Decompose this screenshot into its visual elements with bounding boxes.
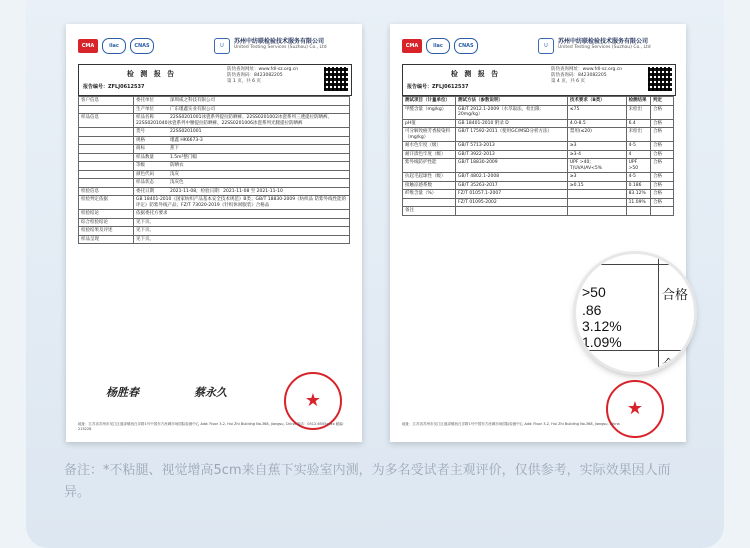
cert-logos bbox=[78, 38, 154, 54]
ilac-logo: ilac bbox=[102, 38, 126, 54]
meta-line: 第 4 页，共 6 页 bbox=[551, 79, 585, 84]
row-header: 检验结果及评述 bbox=[79, 227, 134, 236]
row-header bbox=[79, 179, 134, 188]
field-key: 委托单位 bbox=[136, 98, 154, 103]
report-header-box bbox=[78, 64, 352, 96]
cma-logo: CMA bbox=[402, 39, 422, 53]
row-content bbox=[134, 170, 350, 179]
row-header bbox=[79, 170, 134, 179]
field-value: 见下页。 bbox=[136, 228, 154, 233]
table-cell: 合格 bbox=[651, 128, 674, 142]
field-value: 防晒衣 bbox=[170, 163, 184, 168]
field-value: GB 18401-2010《国家纺织产品基本安全技术规范》B类；GB/T 18830-2009《纺织品 防紫外线性能的评定》防紫外线产品；FZ/T 73020-2019《针织休闲服装》合格品 bbox=[136, 197, 347, 208]
field-key: 规格 bbox=[136, 137, 145, 143]
row-content bbox=[134, 145, 350, 154]
magnified-value: 3.12% bbox=[582, 318, 622, 334]
report-meta bbox=[227, 67, 309, 85]
row-header bbox=[79, 136, 134, 145]
table-cell: UPF >40; T(UVA)AV<5% bbox=[567, 159, 626, 173]
table-row bbox=[79, 170, 350, 179]
table-row bbox=[79, 179, 350, 188]
meta-line: 防伪查询码：8423082205 bbox=[227, 73, 283, 78]
row-content bbox=[134, 153, 350, 162]
report-title: 检 测 报 告 bbox=[450, 70, 501, 78]
report-page-1 bbox=[66, 24, 362, 442]
field-value: 广东瑾鑫实业有限公司 bbox=[170, 106, 215, 112]
table-row bbox=[403, 173, 674, 182]
cma-logo: CMA bbox=[78, 39, 98, 53]
table-cell: 耐汗渍色牢度（级） bbox=[403, 150, 456, 159]
field-key: 等级 bbox=[136, 163, 145, 168]
table-cell: 4 bbox=[626, 150, 650, 159]
row-content bbox=[134, 196, 350, 210]
field-value: 见下页。 bbox=[136, 219, 154, 225]
field-value: 见下页。 bbox=[136, 236, 154, 242]
table-row bbox=[79, 187, 350, 196]
table-row bbox=[79, 235, 350, 244]
row-header: 客户信息 bbox=[79, 97, 134, 106]
org-name-cn: 苏州中纺联检验技术服务有限公司 bbox=[234, 38, 325, 45]
column-header: 测试方法（参数说明） bbox=[456, 97, 568, 106]
row-content bbox=[134, 114, 350, 128]
field-value: 蕉下 bbox=[170, 146, 179, 151]
table-row bbox=[403, 207, 674, 216]
table-cell: 耐水色牢度（级） bbox=[403, 142, 456, 151]
row-header: 检验信息 bbox=[79, 187, 134, 196]
table-cell: 合格 bbox=[651, 181, 674, 190]
table-cell bbox=[567, 207, 626, 216]
table-cell: 接触凉感系数 bbox=[403, 181, 456, 190]
table-header-row bbox=[403, 97, 674, 106]
table-cell: ≥3 bbox=[567, 173, 626, 182]
field-key: 颜色代码 bbox=[136, 171, 154, 177]
magnified-column-divider bbox=[658, 254, 659, 372]
row-header bbox=[79, 145, 134, 154]
table-row bbox=[403, 159, 674, 173]
org-name-en: United Testing Services (Suzhou) Co., Ltd bbox=[234, 45, 327, 50]
table-cell bbox=[456, 207, 568, 216]
table-row bbox=[403, 142, 674, 151]
row-header bbox=[79, 128, 134, 137]
cnas-logo: CNAS bbox=[454, 38, 478, 54]
table-cell: UPF >50 bbox=[626, 159, 650, 173]
field-value: 22SS0201001冰瓷系列提拉防晒裤、22SS0201002冰瓷系列三透提拉防晒裤、22SS0201040冰瓷系列中腰提拉防晒裤、22SS0201006冰瓷系列光腿提拉防晒裤 bbox=[136, 115, 332, 126]
report-footer: 地址：江苏省苏州市吴江区盛泽镇西白洋路1号中国东方丝绸市场国际检测中心 Add: Floor 3-2, Hui Zhi Building No.368, Jiangsu, China bbox=[402, 422, 620, 426]
table-cell: ≤75 bbox=[567, 105, 626, 119]
table-row bbox=[79, 105, 350, 114]
field-key: 样品名称 bbox=[136, 115, 154, 120]
row-content bbox=[134, 210, 350, 219]
qr-code bbox=[648, 67, 672, 91]
table-row bbox=[403, 105, 674, 119]
table-cell: FZ/T 01095-2002 bbox=[456, 198, 568, 207]
table-cell: 4-5 bbox=[626, 173, 650, 182]
row-header: 样品呈现 bbox=[79, 235, 134, 244]
meta-line: 防伪查询码：8423082205 bbox=[551, 73, 607, 78]
table-row bbox=[403, 119, 674, 128]
field-key: 委托日期 bbox=[136, 188, 154, 194]
table-cell bbox=[567, 198, 626, 207]
table-cell: GB/T 2912.1-2009（水萃取法，检出限：20mg/kg） bbox=[456, 105, 568, 119]
table-cell: GB/T 5713-2013 bbox=[456, 142, 568, 151]
table-row bbox=[403, 150, 674, 159]
table-row bbox=[403, 128, 674, 142]
column-header: 检测结果 bbox=[626, 97, 650, 106]
test-results-table bbox=[402, 96, 674, 216]
field-value: 浅灰 bbox=[170, 171, 179, 177]
report-meta bbox=[551, 67, 633, 85]
row-content bbox=[134, 162, 350, 171]
table-cell: 4-5 bbox=[626, 142, 650, 151]
star-icon: ★ bbox=[626, 398, 644, 419]
official-seal bbox=[606, 380, 664, 438]
org-name-cn: 苏州中纺联检验技术服务有限公司 bbox=[558, 38, 649, 45]
table-cell: 83.12% bbox=[626, 190, 650, 199]
table-row bbox=[79, 218, 350, 227]
disclaimer-note: 备注：*不粘腿、视觉增高5cm来自蕉下实验室内测，为多名受试者主观评价，仅供参考，实际效果因人而异。 bbox=[64, 463, 671, 500]
org-header bbox=[538, 38, 651, 54]
table-cell: 合格 bbox=[651, 198, 674, 207]
table-row bbox=[79, 128, 350, 137]
magnified-result: 合格 bbox=[662, 358, 689, 372]
meta-line: 防伪查询网址：www.fdl-sz.org.cn bbox=[551, 67, 623, 72]
column-header: 判定 bbox=[651, 97, 674, 106]
table-row bbox=[79, 136, 350, 145]
report-info-table bbox=[78, 96, 350, 244]
table-row bbox=[79, 227, 350, 236]
report-page-4 bbox=[390, 24, 689, 442]
row-content bbox=[134, 187, 350, 196]
table-cell: 抗起毛起球性（级） bbox=[403, 173, 456, 182]
field-value: 浅灰色 bbox=[170, 180, 184, 185]
field-key: 样品状态 bbox=[136, 180, 154, 185]
table-cell: GB/T 4802.1-2008 bbox=[456, 173, 568, 182]
table-cell: 4.0-8.5 bbox=[567, 119, 626, 128]
table-cell: FZ/T 01057.1-2007 bbox=[456, 190, 568, 199]
magnified-result: 合格 bbox=[662, 288, 689, 303]
cert-logos bbox=[402, 38, 478, 54]
table-cell: ≥3 bbox=[567, 142, 626, 151]
field-value: 深圳威之科技有限公司 bbox=[170, 98, 215, 103]
row-header: 检验结论 bbox=[79, 210, 134, 219]
meta-line: 防伪查询网址：www.fdl-sz.org.cn bbox=[227, 67, 299, 72]
field-value: 瑾鑫 HK6673-3 bbox=[170, 137, 203, 143]
column-header: 技术要求（B类） bbox=[567, 97, 626, 106]
table-row bbox=[79, 196, 350, 210]
report-title: 检 测 报 告 bbox=[126, 70, 177, 78]
field-value: 1.5m²整门幅 bbox=[170, 154, 197, 160]
table-row bbox=[403, 198, 674, 207]
row-content bbox=[134, 105, 350, 114]
field-key: 商标 bbox=[136, 146, 145, 151]
table-cell: pH值 bbox=[403, 119, 456, 128]
row-content bbox=[134, 128, 350, 137]
magnified-value: 1.09% bbox=[582, 334, 622, 350]
table-cell: 合格 bbox=[651, 150, 674, 159]
row-header: 样品信息 bbox=[79, 114, 134, 128]
row-content bbox=[134, 97, 350, 106]
qr-code bbox=[324, 67, 348, 91]
table-cell: GB 18401-2010 附录 D bbox=[456, 119, 568, 128]
table-cell: 可分解致癌芳香胺染料（mg/kg） bbox=[403, 128, 456, 142]
star-icon: ★ bbox=[304, 390, 322, 411]
field-key: 生产单位 bbox=[136, 106, 154, 112]
report-footer: 地址：江苏省苏州市吴江区盛泽镇西白洋路1号中国东方丝绸市场国际检测中心 Add: Floor 3-2, Hui Zhi Building No.368, Jiangsu, China 电话：0512-6555xxxx 邮编：215228 bbox=[78, 422, 347, 431]
table-cell: GB/T 18830-2009 bbox=[456, 159, 568, 173]
table-cell: 6.4 bbox=[626, 119, 650, 128]
table-cell: 禁用(≤20) bbox=[567, 128, 626, 142]
field-value: 2021-11-08，检验日期：2021-11-08 至 2021-11-10 bbox=[170, 188, 283, 194]
field-key: 样品数量 bbox=[136, 154, 154, 160]
row-content bbox=[134, 179, 350, 188]
org-header bbox=[214, 38, 327, 54]
table-cell: 合格 bbox=[651, 173, 674, 182]
table-row bbox=[403, 181, 674, 190]
table-cell bbox=[403, 198, 456, 207]
signature-reviewer: 蔡永久 bbox=[194, 386, 227, 399]
magnified-row-divider bbox=[576, 350, 694, 351]
org-name-en: United Testing Services (Suzhou) Co., Ltd bbox=[558, 45, 651, 50]
table-cell: GB/T 35263-2017 bbox=[456, 181, 568, 190]
table-cell: 紫外线防护性能 bbox=[403, 159, 456, 173]
magnified-value: >50 bbox=[582, 284, 606, 300]
row-content bbox=[134, 218, 350, 227]
table-cell: 合格 bbox=[651, 119, 674, 128]
table-row bbox=[79, 153, 350, 162]
field-key: 货号 bbox=[136, 129, 145, 134]
table-row bbox=[79, 114, 350, 128]
magnified-value: .86 bbox=[582, 302, 602, 318]
table-cell: 甲醛含量（mg/kg） bbox=[403, 105, 456, 119]
row-header: 综合检验结论 bbox=[79, 218, 134, 227]
table-cell: 合格 bbox=[651, 142, 674, 151]
ilac-logo: ilac bbox=[426, 38, 450, 54]
table-row bbox=[403, 190, 674, 199]
magnifier-lens bbox=[576, 254, 694, 372]
signature-approver: 杨胜春 bbox=[106, 386, 139, 399]
table-cell: 纤维含量（%） bbox=[403, 190, 456, 199]
table-row bbox=[79, 97, 350, 106]
cnas-logo: CNAS bbox=[130, 38, 154, 54]
table-cell bbox=[567, 190, 626, 199]
table-cell: 11.09% bbox=[626, 198, 650, 207]
column-header: 测试项目（计量单位） bbox=[403, 97, 456, 106]
table-cell: ≥3-4 bbox=[567, 150, 626, 159]
row-content bbox=[134, 227, 350, 236]
row-content bbox=[134, 235, 350, 244]
field-value: 依据委托方要求 bbox=[136, 211, 168, 216]
table-row bbox=[79, 145, 350, 154]
table-row bbox=[79, 210, 350, 219]
uts-logo-icon: U bbox=[538, 38, 554, 54]
report-header-box bbox=[402, 64, 676, 96]
table-cell: GB/T 17592-2011（使用GC/MSD分析方法） bbox=[456, 128, 568, 142]
row-content bbox=[134, 136, 350, 145]
magnified-row-divider bbox=[576, 264, 694, 265]
row-header bbox=[79, 162, 134, 171]
meta-line: 第 1 页，共 6 页 bbox=[227, 79, 261, 84]
field-value: 22SS0201001 bbox=[170, 129, 202, 134]
table-cell: 未检出 bbox=[626, 105, 650, 119]
report-number: 报告编号：ZFLJ0612537 bbox=[83, 84, 145, 90]
table-cell: 未检出 bbox=[626, 128, 650, 142]
report-number: 报告编号：ZFLJ0612537 bbox=[407, 84, 469, 90]
table-cell: GB/T 3922-2013 bbox=[456, 150, 568, 159]
table-cell: 合格 bbox=[651, 190, 674, 199]
row-header bbox=[79, 105, 134, 114]
table-cell: 合格 bbox=[651, 105, 674, 119]
table-cell: 0.186 bbox=[626, 181, 650, 190]
table-cell: 备注 bbox=[403, 207, 456, 216]
row-header: 检验判定依据 bbox=[79, 196, 134, 210]
uts-logo-icon: U bbox=[214, 38, 230, 54]
table-cell bbox=[651, 207, 674, 216]
table-cell: 合格 bbox=[651, 159, 674, 173]
row-header bbox=[79, 153, 134, 162]
table-row bbox=[79, 162, 350, 171]
table-cell bbox=[626, 207, 650, 216]
table-cell: ≥0.15 bbox=[567, 181, 626, 190]
